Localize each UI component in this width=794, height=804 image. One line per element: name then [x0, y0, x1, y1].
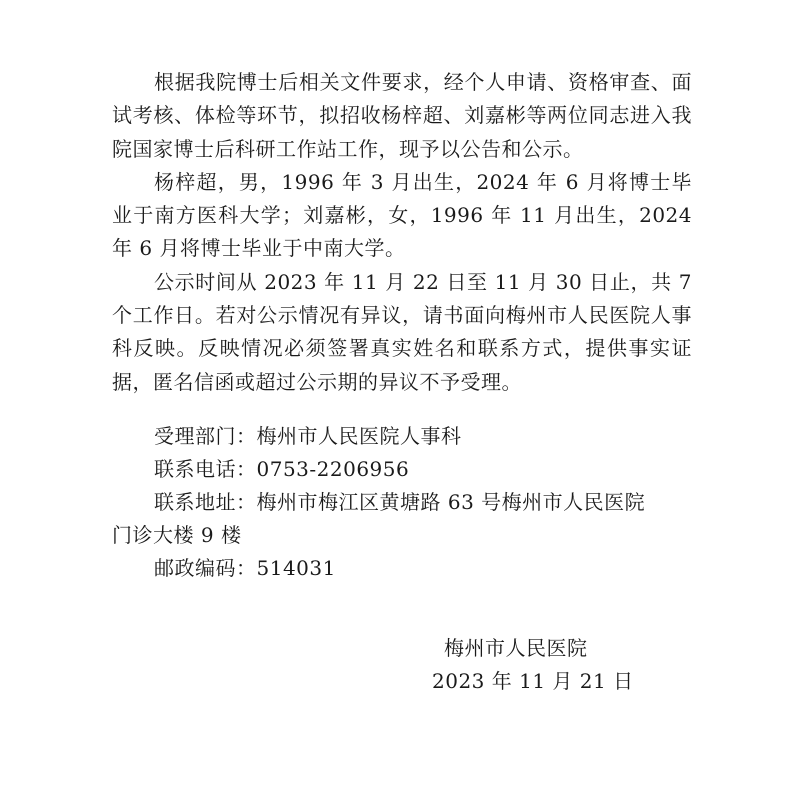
- signature-block: [380, 632, 640, 698]
- signature-date: 2023 年 11 月 21 日: [432, 669, 634, 693]
- notice-body: [112, 66, 692, 399]
- contact-postcode: 邮政编码：514031: [154, 556, 336, 580]
- contact-address-continued: 门诊大楼 9 楼: [112, 523, 242, 547]
- contact-phone: 联系电话：0753-2206956: [154, 457, 410, 481]
- paragraph-intro: 根据我院博士后相关文件要求，经个人申请、资格审查、面试考核、体检等环节，拟招收杨梓超、刘嘉彬等两位同志进入我院国家博士后科研工作站工作，现予以公告和公示。: [112, 70, 692, 161]
- paragraph-publicity-period: 公示时间从 2023 年 11 月 22 日至 11 月 30 日止，共 7 个工作日。若对公示情况有异议，请书面向梅州市人民医院人事科反映。反映情况必须签署真实姓名和联系方式，提供事实证据，匿名信函或超过公示期的异议不予受理。: [112, 269, 692, 394]
- signature-organization: 梅州市人民医院: [444, 636, 588, 660]
- contact-info: [112, 420, 692, 585]
- contact-address: 联系地址：梅州市梅江区黄塘路 63 号梅州市人民医院: [154, 490, 646, 514]
- paragraph-candidates: 杨梓超，男，1996 年 3 月出生，2024 年 6 月将博士毕业于南方医科大学；刘嘉彬，女，1996 年 11 月出生，2024 年 6 月将博士毕业于中南大学。: [112, 169, 692, 261]
- contact-department: 受理部门：梅州市人民医院人事科: [154, 424, 462, 448]
